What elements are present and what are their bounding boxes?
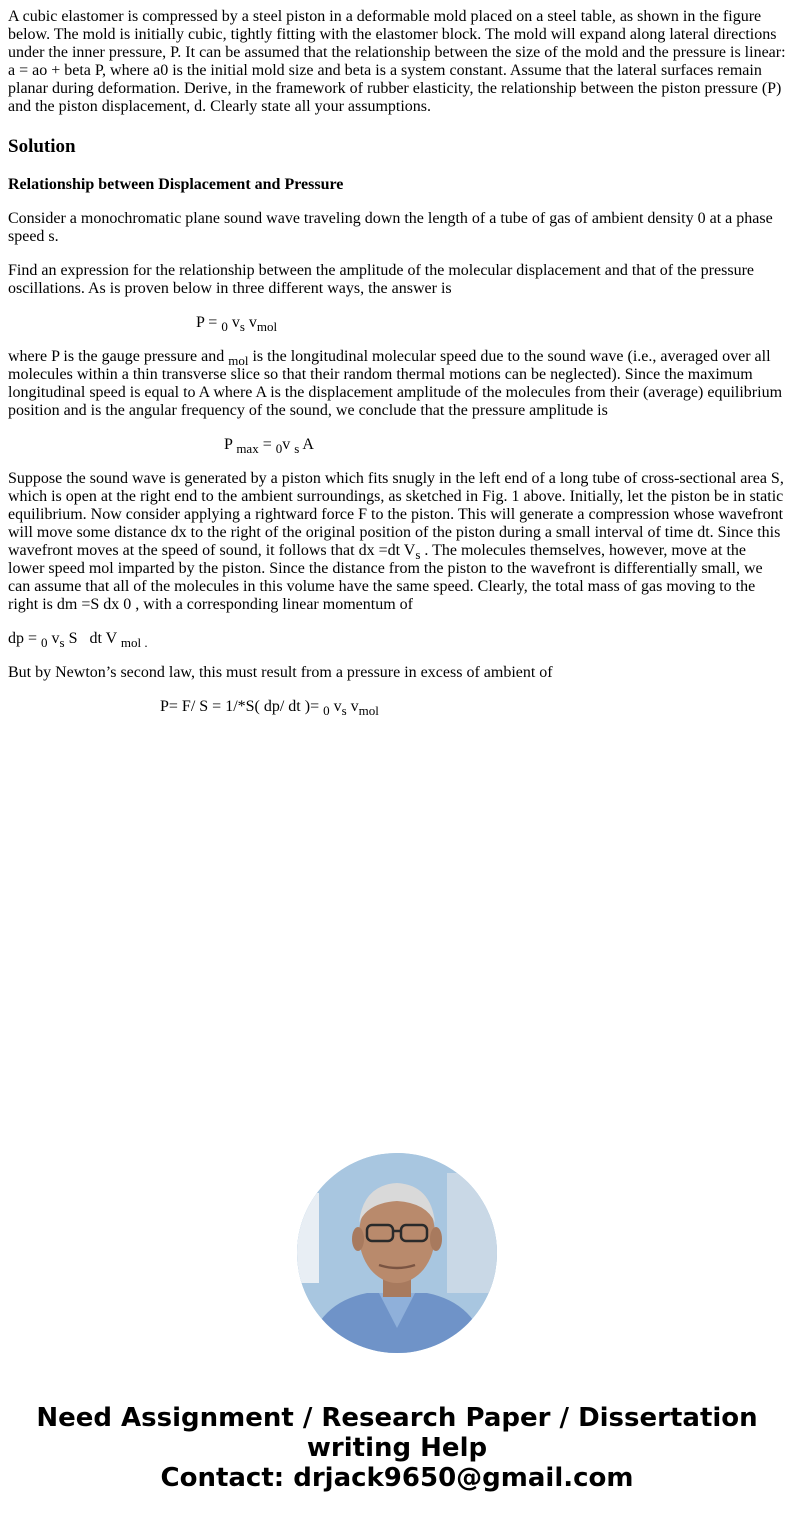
- paragraph-2: Find an expression for the relationship between the amplitude of the molecular displacement and that of the pressure oscillations. As is proven below in three different ways, the answer is: [8, 262, 754, 297]
- footer-line-2: writing Help: [306, 1433, 488, 1463]
- paragraph-5: But by Newton’s second law, this must result from a pressure in excess of ambient of: [8, 664, 553, 681]
- document-body: [8, 8, 786, 732]
- paragraph-3: where P is the gauge pressure and $_{mol}$ is the longitudinal molecular speed due to the sound wave (i.e., averaged over all molecules within a thin transverse slice so that their random thermal motions can be neglected). Since the maximum longitudinal speed is equal to A where A is the displacement amplitude of the molecules from their (average) equilibrium position and is the angular frequency of the sound, we conclude that the pressure amplitude is: [8, 348, 783, 419]
- equation-1: P = $_0$ $v_s$ $v_{mol}$: [196, 314, 278, 334]
- footer-line-1: Need Assignment / Research Paper / Dissertation: [36, 1403, 758, 1433]
- author-portrait: [297, 1153, 497, 1353]
- footer-banner: [0, 1403, 794, 1493]
- footer-contact: Contact: drjack9650@gmail.com: [160, 1463, 634, 1493]
- problem-statement: A cubic elastomer is compressed by a steel piston in a deformable mold placed on a steel table, as shown in the figure below. The mold is initially cubic, tightly fitting with the elastomer block. The mold will expand along lateral directions under the inner pressure, P. It can be assumed that the relationship between the size of the mold and the pressure is linear: a = ao + beta P, where a0 is the initial mold size and beta is a system constant. Assume that the lateral surfaces remain planar during deformation. Derive, in the framework of rubber elasticity, the relationship between the piston pressure (P) and the piston displacement, d. Clearly state all your assumptions.: [8, 8, 786, 115]
- equation-3: dp = $_0$ $v_s$ S dt V $_{mol .}$: [8, 630, 148, 650]
- author-avatar: [297, 1153, 497, 1353]
- paragraph-1: Consider a monochromatic plane sound wave traveling down the length of a tube of gas of ambient density 0 at a phase speed s.: [8, 210, 773, 245]
- paragraph-4: Suppose the sound wave is generated by a piston which fits snugly in the left end of a long tube of cross-sectional area S, which is open at the right end to the ambient surroundings, as sketched in Fig. 1 above. Initially, let the piston be in static equilibrium. Now consider applying a rightward force F to the piston. This will generate a compression whose wavefront will move some distance dx to the right of the original position of the piston during a small interval of time dt. Since this wavefront moves at the speed of sound, it follows that dx =dt $V_s$ . The molecules themselves, however, move at the lower speed mol imparted by the piston. Since the distance from the piston to the wavefront is differentially small, we can assume that all of the molecules in this volume have the same speed. Clearly, the total mass of gas moving to the right is dm =S dx 0 , with a corresponding linear momentum of: [8, 470, 784, 613]
- equation-2: P $_{max}$ = $_0$v $_s$ A: [224, 436, 314, 456]
- equation-4: P= F/ S = 1/*S( dp/ dt )= $_0$ $v_s$ $v_{mol}$: [160, 698, 379, 718]
- solution-heading: Solution: [8, 136, 76, 157]
- section-heading: Relationship between Displacement and Pressure: [8, 176, 344, 193]
